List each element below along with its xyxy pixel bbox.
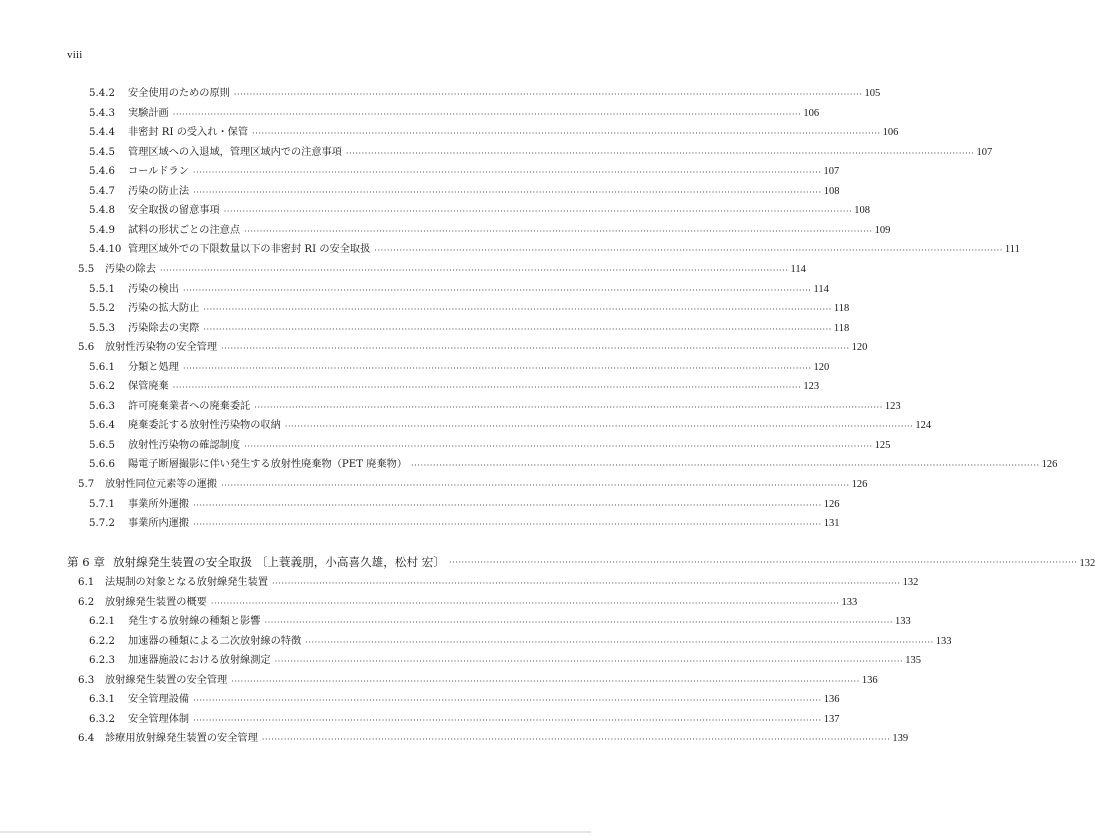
toc-entry-title: コールドラン — [128, 166, 189, 178]
toc-leader-dots: ········································································································································································································ — [210, 598, 840, 608]
toc-entry — [89, 654, 921, 668]
toc-entry-title: 汚染の防止法 — [128, 185, 190, 197]
toc-entry-title: 管理区域への入退域，管理区域内での注意事項 — [128, 146, 342, 158]
toc-entry — [89, 146, 993, 160]
toc-leader-dots: ········································································································································································································ — [411, 461, 1040, 471]
toc-entry-title: 汚染の除去 — [105, 263, 156, 275]
toc-entry-number: 5.6 — [78, 342, 95, 354]
toc-leader-dots: ········································································································································································································ — [345, 148, 975, 158]
toc-leader-dots: ········································································································································································································ — [182, 363, 812, 373]
toc-entry-page: 107 — [823, 166, 840, 178]
toc-entry-title: 陽電子断層撮影に伴い発生する放射性廃棄物（PET 廃棄物） — [128, 459, 408, 471]
toc-leader-dots: ········································································································································································································ — [193, 696, 822, 705]
toc-entry-page: 114 — [790, 263, 806, 275]
toc-entry — [89, 126, 899, 140]
toc-entry-title: 放射線発生装置の安全管理 — [105, 674, 228, 686]
toc-entry-page: 125 — [874, 439, 891, 451]
toc-leader-dots: ········································································································································································································ — [221, 344, 850, 354]
toc-entry — [78, 576, 919, 590]
toc-entry-number: 6.2.2 — [89, 635, 115, 647]
toc-entry-title: 放射性汚染物の確認制度 — [128, 439, 241, 451]
toc-entry-number: 6.2 — [78, 596, 95, 608]
toc-entry-number: 5.6.1 — [89, 361, 115, 373]
toc-entry-page: 132 — [1079, 558, 1095, 569]
toc-leader-dots: ········································································································································································································ — [193, 715, 822, 725]
toc-leader-dots: ········································································································································································································ — [244, 226, 873, 236]
toc-entry-title: 加速器施設における放射線測定 — [128, 655, 271, 666]
toc-entry — [89, 498, 840, 512]
toc-entry-page: 109 — [874, 224, 891, 236]
toc-entry-title: 許可廃棄業者への廃棄委託 — [128, 400, 251, 412]
toc-entry-page: 114 — [813, 283, 829, 295]
toc-entry-number: 5.5.2 — [89, 303, 115, 315]
toc-entry-title: 安全取扱の留意事項 — [128, 205, 220, 217]
toc-entry-title: 診療用放射線発生装置の安全管理 — [105, 733, 258, 744]
toc-entry-number: 5.6.4 — [89, 420, 115, 432]
toc-entry-number: 5.4.3 — [89, 107, 115, 119]
toc-entry-number: 5.5 — [78, 263, 95, 275]
toc-entry-title: 安全管理体制 — [128, 713, 190, 725]
toc-entry-number: 5.6.2 — [89, 381, 115, 393]
toc-leader-dots: ········································································································································································································ — [193, 520, 822, 530]
toc-entry-title: 加速器の種類による二次放射線の特徴 — [128, 635, 302, 647]
toc-leader-dots: ········································································································································································································ — [233, 90, 863, 99]
toc-entry-page: 106 — [803, 107, 820, 119]
toc-entry-page: 120 — [851, 342, 868, 354]
toc-entry-title: 管理区域外での下限数量以下の非密封 RI の安全取扱 — [128, 244, 371, 256]
toc-entry — [78, 674, 878, 688]
toc-entry-page: 120 — [813, 361, 830, 373]
toc-entry-title: 放射性汚染物の安全管理 — [105, 342, 218, 354]
toc-entry — [89, 165, 840, 179]
toc-entry-page: 107 — [976, 146, 993, 158]
toc-entry-title: 事業所外運搬 — [128, 498, 190, 510]
toc-entry-title: 放射線発生装置の安全取扱 〔上蓑義朋，小高喜久雄，松村 宏〕 — [112, 555, 445, 569]
toc-entry — [89, 87, 881, 101]
toc-entry — [89, 439, 891, 453]
toc-entry — [89, 400, 901, 414]
toc-entry-page: 108 — [823, 185, 840, 197]
toc-entry — [89, 361, 830, 375]
toc-entry-page: 139 — [892, 733, 909, 744]
toc-entry-number: 5.6.3 — [89, 400, 115, 412]
toc-entry — [89, 224, 891, 238]
toc-entry — [89, 635, 952, 649]
toc-entry-page: 133 — [895, 616, 911, 627]
toc-entry-page: 118 — [833, 303, 850, 315]
toc-entry-number: 5.4.7 — [89, 185, 115, 197]
toc-entry-page: 136 — [861, 674, 878, 686]
toc-entry-page: 132 — [902, 577, 919, 588]
toc-entry-page: 123 — [884, 400, 901, 412]
toc-leader-dots: ········································································································································································································ — [252, 129, 881, 139]
toc-leader-dots: ········································································································································································································ — [274, 657, 904, 666]
toc-entry — [89, 693, 840, 707]
toc-leader-dots: ········································································································································································································ — [448, 558, 1078, 567]
toc-leader-dots: ········································································································································································································ — [231, 676, 860, 686]
toc-entry-page: 106 — [882, 127, 899, 139]
toc-entry — [89, 615, 911, 629]
toc-entry — [89, 204, 871, 218]
toc-entry-title: 汚染除去の実際 — [128, 322, 200, 334]
toc-leader-dots: ········································································································································································································ — [374, 246, 1003, 256]
toc-entry — [89, 380, 820, 394]
toc-entry-page: 118 — [833, 322, 850, 334]
toc-entry-title: 汚染の検出 — [128, 283, 179, 295]
toc-entry — [89, 107, 820, 121]
toc-entry-title: 法規制の対象となる放射線発生装置 — [105, 577, 268, 588]
toc-leader-dots: ········································································································································································································ — [261, 735, 891, 744]
toc-entry — [78, 732, 909, 746]
toc-entry — [89, 458, 1058, 472]
toc-entry-number: 6.1 — [78, 577, 95, 588]
toc-entry-number: 5.7.1 — [89, 498, 115, 510]
toc-entry-page: 124 — [915, 420, 932, 432]
toc-leader-dots: ········································································································································································································ — [203, 324, 832, 334]
toc-entry — [78, 341, 868, 355]
toc-entry-title: 汚染の拡大防止 — [128, 303, 200, 315]
toc-entry — [89, 283, 829, 297]
toc-entry-page: 126 — [823, 498, 840, 510]
toc-leader-dots: ········································································································································································································ — [272, 579, 901, 588]
toc-entry-title: 試料の形状ごとの注意点 — [128, 224, 241, 236]
toc-entry — [89, 713, 840, 727]
toc-entry-number: 5.4.2 — [89, 88, 115, 99]
toc-entry — [89, 517, 840, 531]
toc-entry-page: 136 — [823, 694, 840, 705]
toc-leader-dots: ········································································································································································································ — [192, 168, 822, 178]
toc-entry-title: 非密封 RI の受入れ・保管 — [128, 127, 249, 139]
toc-entry-title: 安全使用のための原則 — [128, 88, 230, 99]
toc-entry-title: 安全管理設備 — [128, 694, 190, 705]
toc-entry-page: 108 — [854, 205, 871, 217]
toc-leader-dots: ········································································································································································································ — [172, 109, 802, 119]
toc-entry-number: 5.4.10 — [89, 244, 122, 256]
toc-entry-number: 6.4 — [78, 733, 95, 744]
toc-entry — [89, 322, 850, 336]
toc-leader-dots: ········································································································································································································ — [172, 383, 802, 393]
toc-entry-page: 135 — [905, 655, 921, 666]
toc-entry — [89, 185, 840, 199]
toc-entry-number: 5.4.9 — [89, 224, 115, 236]
toc-entry — [78, 596, 858, 610]
toc-entry-number: 6.3.2 — [89, 713, 115, 725]
toc-entry-number: 5.7 — [78, 479, 95, 490]
toc-entry-number: 5.5.3 — [89, 322, 115, 334]
toc-entry-page: 123 — [803, 381, 820, 393]
toc-entry-page: 137 — [823, 713, 840, 725]
toc-entry-number: 6.2.3 — [89, 655, 115, 666]
toc-entry-number: 6.2.1 — [89, 616, 115, 627]
toc-entry-title: 放射線発生装置の概要 — [105, 596, 207, 608]
toc-entry-number: 5.4.8 — [89, 205, 115, 217]
toc-entry — [89, 419, 932, 433]
toc-entry-number: 5.6.6 — [89, 459, 115, 471]
toc-leader-dots: ········································································································································································································ — [254, 402, 883, 412]
toc-leader-dots: ········································································································································································································ — [305, 637, 934, 647]
toc-entry-page: 126 — [1041, 459, 1058, 471]
toc-entry-number: 第 6 章 — [67, 555, 105, 569]
toc-entry-title: 保管廃棄 — [128, 381, 169, 393]
page-bottom-border — [0, 831, 591, 833]
toc-entry — [78, 478, 868, 492]
toc-entry-page: 131 — [823, 518, 840, 530]
toc-leader-dots: ········································································································································································································ — [284, 422, 914, 432]
toc-leader-dots: ········································································································································································································ — [223, 207, 853, 217]
toc-entry — [78, 263, 806, 277]
toc-entry-number: 5.4.6 — [89, 166, 115, 178]
toc-entry-number: 5.4.4 — [89, 127, 115, 139]
toc-entry-title: 発生する放射線の種類と影響 — [128, 616, 261, 627]
toc-entry-page: 133 — [935, 635, 952, 647]
toc-entry-title: 放射性同位元素等の運搬 — [105, 479, 218, 490]
toc-entry — [89, 302, 850, 316]
page-number: viii — [67, 49, 83, 61]
toc-entry-number: 5.4.5 — [89, 146, 115, 158]
toc-leader-dots: ········································································································································································································ — [221, 481, 850, 490]
toc-entry-page: 133 — [841, 596, 858, 608]
toc-entry-page: 105 — [864, 88, 881, 99]
toc-entry-number: 5.6.5 — [89, 439, 115, 451]
toc-chapter-entry — [67, 555, 1095, 569]
toc-entry-number: 6.3.1 — [89, 694, 115, 705]
toc-leader-dots: ········································································································································································································ — [159, 265, 789, 275]
toc-entry-number: 5.5.1 — [89, 283, 115, 295]
toc-entry-title: 実験計画 — [128, 107, 169, 119]
toc-entry-title: 廃棄委託する放射性汚染物の収納 — [128, 420, 281, 432]
toc-entry-title: 事業所内運搬 — [128, 518, 190, 530]
toc-entry-title: 分類と処理 — [128, 361, 179, 373]
toc-leader-dots: ········································································································································································································ — [203, 305, 832, 315]
toc-entry — [89, 243, 1020, 257]
toc-entry-page: 126 — [851, 479, 868, 490]
toc-leader-dots: ········································································································································································································ — [264, 618, 894, 627]
toc-leader-dots: ········································································································································································································ — [182, 285, 812, 295]
toc-leader-dots: ········································································································································································································ — [193, 500, 822, 510]
toc-leader-dots: ········································································································································································································ — [193, 187, 822, 197]
toc-entry-number: 5.7.2 — [89, 518, 115, 530]
toc-entry-number: 6.3 — [78, 674, 95, 686]
toc-entry-page: 111 — [1004, 244, 1020, 256]
toc-leader-dots: ········································································································································································································ — [244, 441, 873, 451]
